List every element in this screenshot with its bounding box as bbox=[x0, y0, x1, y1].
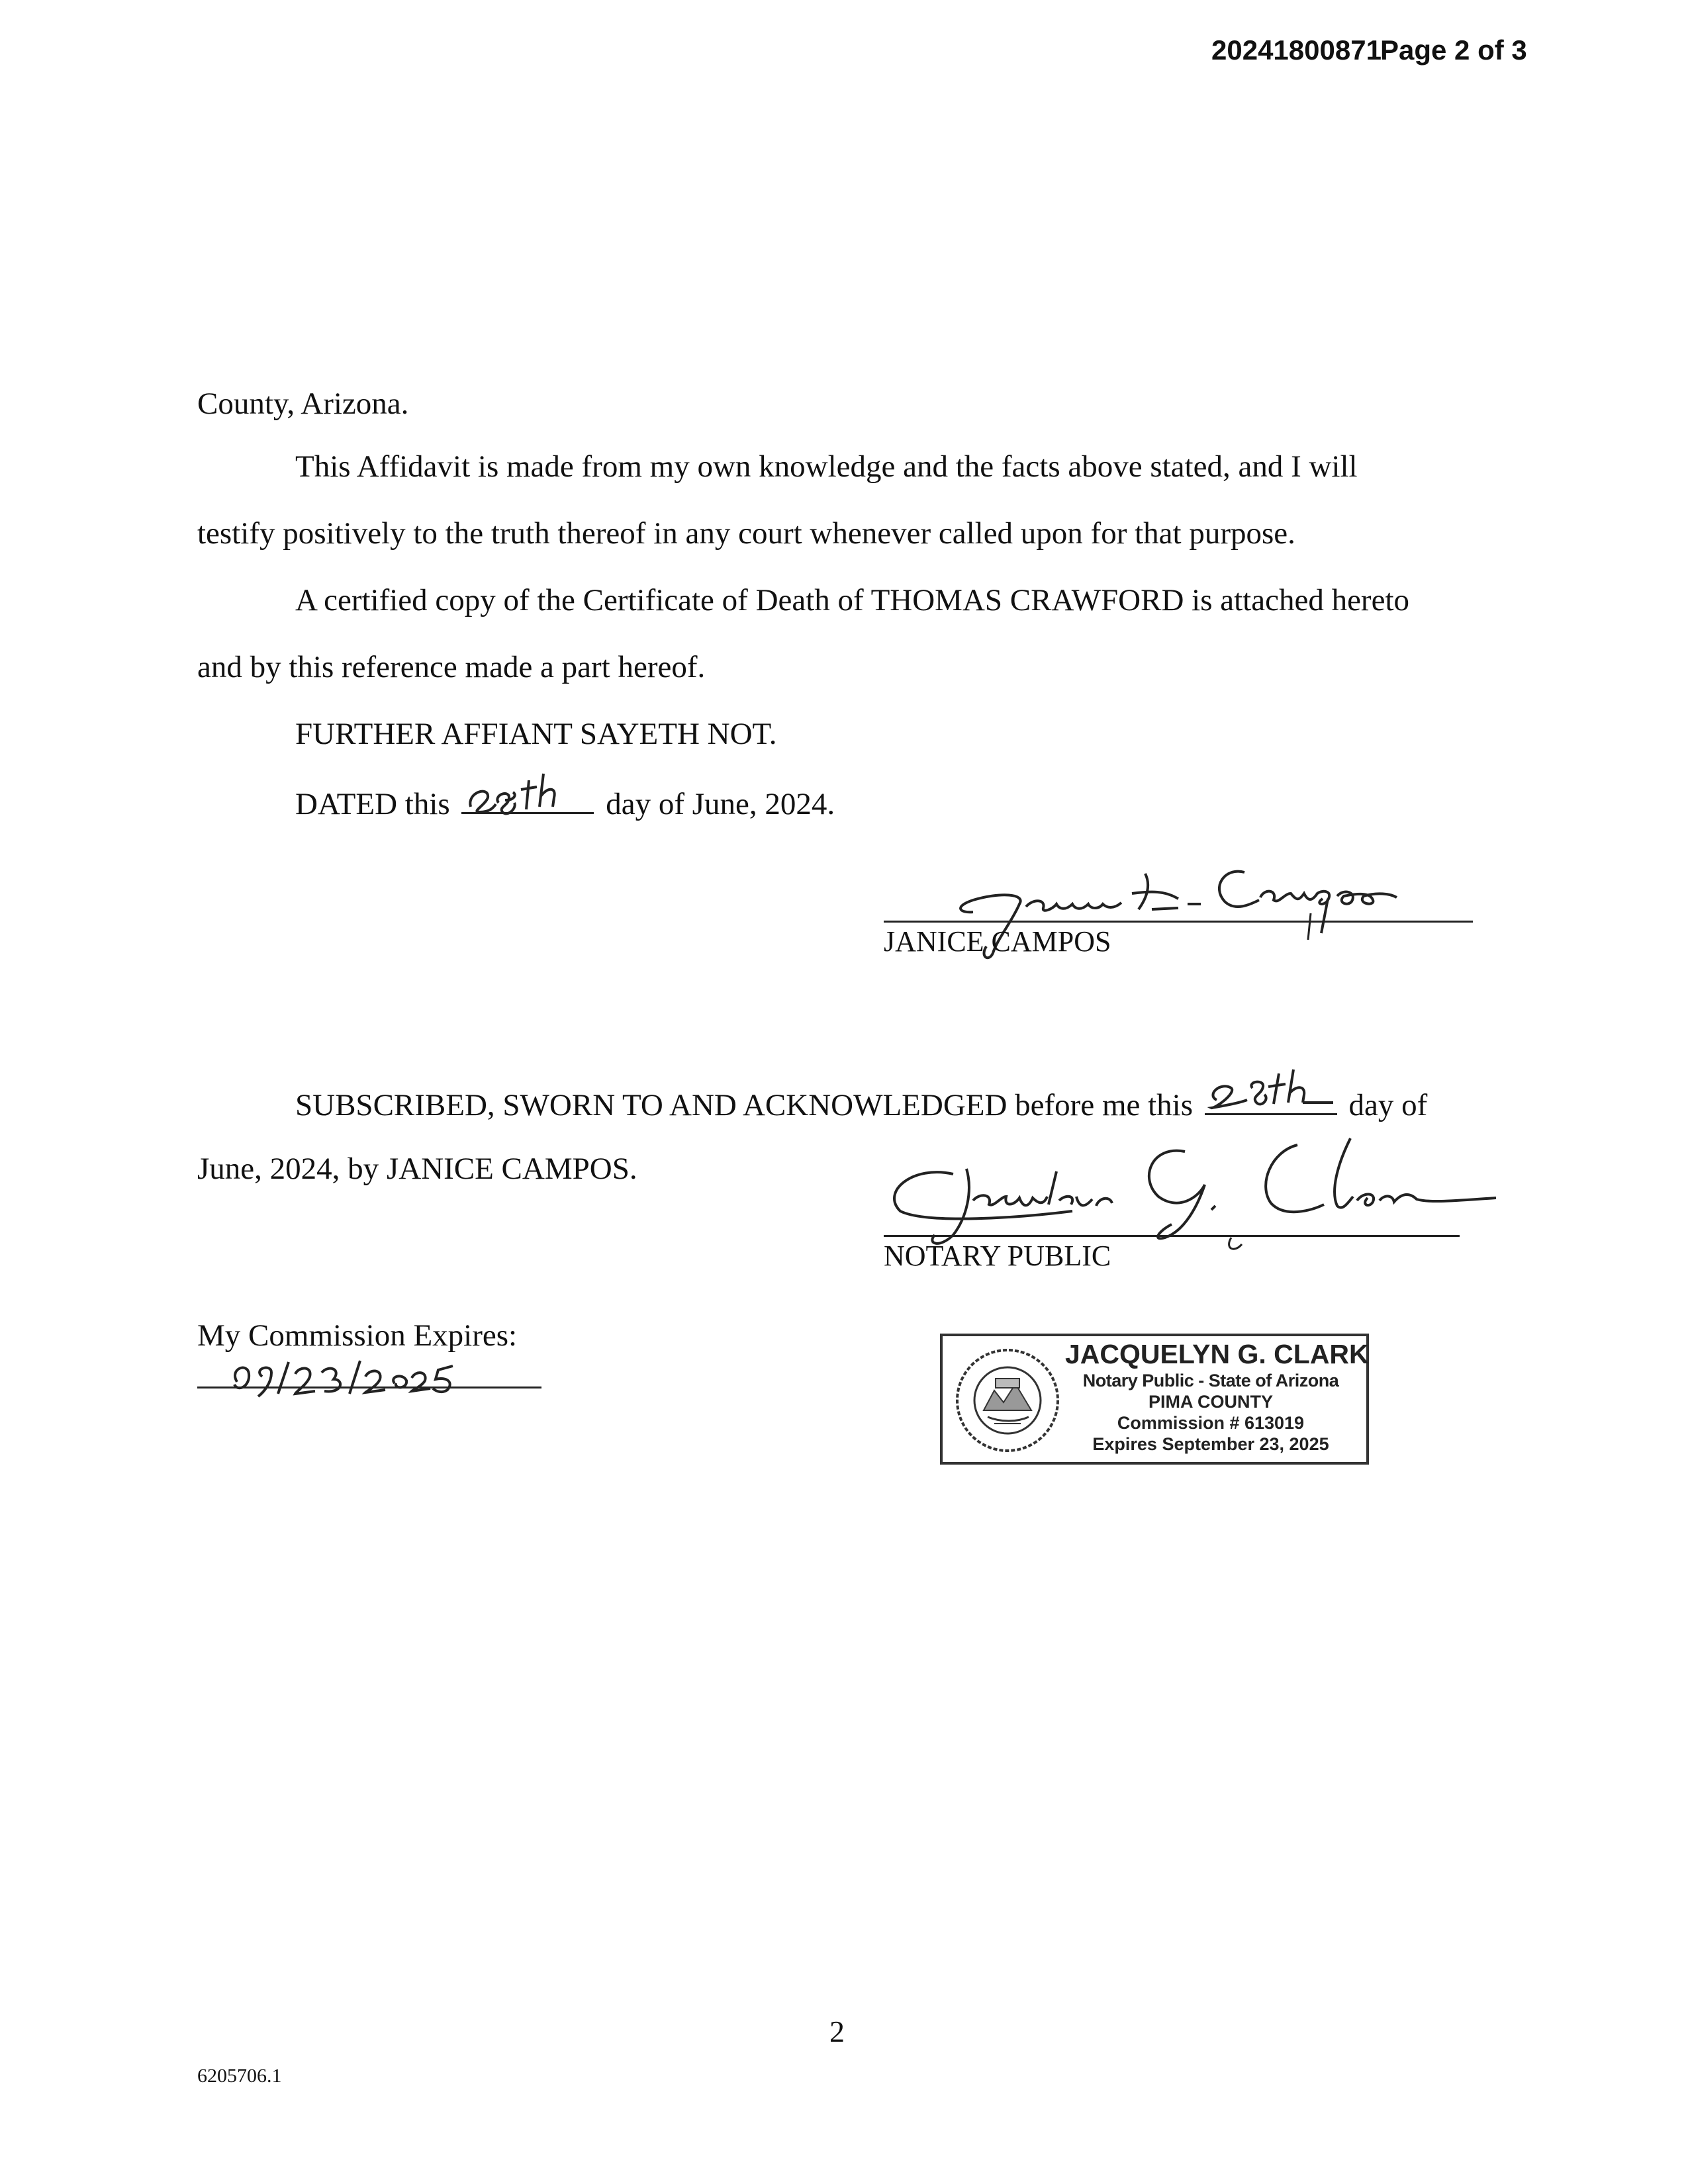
notary-title: NOTARY PUBLIC bbox=[884, 1240, 1111, 1272]
jurat-day-blank bbox=[1205, 1087, 1337, 1115]
notary-signature-line bbox=[884, 1235, 1460, 1237]
paragraph-certificate-line1: A certified copy of the Certificate of Death of THOMAS CRAWFORD is attached hereto bbox=[295, 583, 1410, 617]
stamp-commission-line: Commission # 613019 bbox=[1117, 1413, 1305, 1433]
stamp-notary-name: JACQUELYN G. CLARK bbox=[1065, 1339, 1369, 1369]
dated-day-blank bbox=[461, 786, 594, 814]
recording-number: 20241800871 bbox=[1211, 34, 1382, 66]
dated-prefix: DATED this bbox=[295, 787, 450, 821]
jurat-suffix: day of bbox=[1348, 1088, 1428, 1122]
paragraph-knowledge-line2: testify positively to the truth thereof in any court whenever called upon for that purpose. bbox=[197, 516, 1295, 551]
dated-line bbox=[295, 786, 835, 820]
stamp-county-line: PIMA COUNTY bbox=[1149, 1392, 1273, 1412]
jurat-prefix: SUBSCRIBED, SWORN TO AND ACKNOWLEDGED before me this bbox=[295, 1088, 1194, 1122]
commission-label: My Commission Expires: bbox=[197, 1318, 518, 1353]
dated-suffix: day of June, 2024. bbox=[606, 787, 835, 821]
further-affiant-line: FURTHER AFFIANT SAYETH NOT. bbox=[295, 717, 777, 751]
commission-date-handwriting bbox=[225, 1350, 477, 1403]
affiant-signature-line bbox=[884, 921, 1473, 923]
affiant-printed-name: JANICE CAMPOS bbox=[884, 925, 1111, 958]
notary-stamp bbox=[940, 1334, 1369, 1465]
commission-date-line bbox=[197, 1387, 541, 1388]
page-indicator: Page 2 of 3 bbox=[1380, 34, 1527, 66]
dated-day-handwriting bbox=[461, 766, 594, 819]
paragraph-knowledge-line1: This Affidavit is made from my own knowledge and the facts above stated, and I will bbox=[295, 449, 1358, 484]
jurat-line1 bbox=[295, 1087, 1427, 1121]
jurat-line2: June, 2024, by JANICE CAMPOS. bbox=[197, 1152, 637, 1186]
arizona-seal-icon bbox=[955, 1344, 1060, 1457]
document-id: 6205706.1 bbox=[197, 2065, 282, 2087]
stamp-expires-line: Expires September 23, 2025 bbox=[1092, 1434, 1329, 1454]
stamp-state-line: Notary Public - State of Arizona bbox=[1082, 1371, 1339, 1390]
county-line: County, Arizona. bbox=[197, 387, 409, 421]
page-number: 2 bbox=[829, 2015, 845, 2048]
jurat-day-handwriting bbox=[1201, 1062, 1340, 1115]
paragraph-certificate-line2: and by this reference made a part hereof. bbox=[197, 650, 706, 684]
